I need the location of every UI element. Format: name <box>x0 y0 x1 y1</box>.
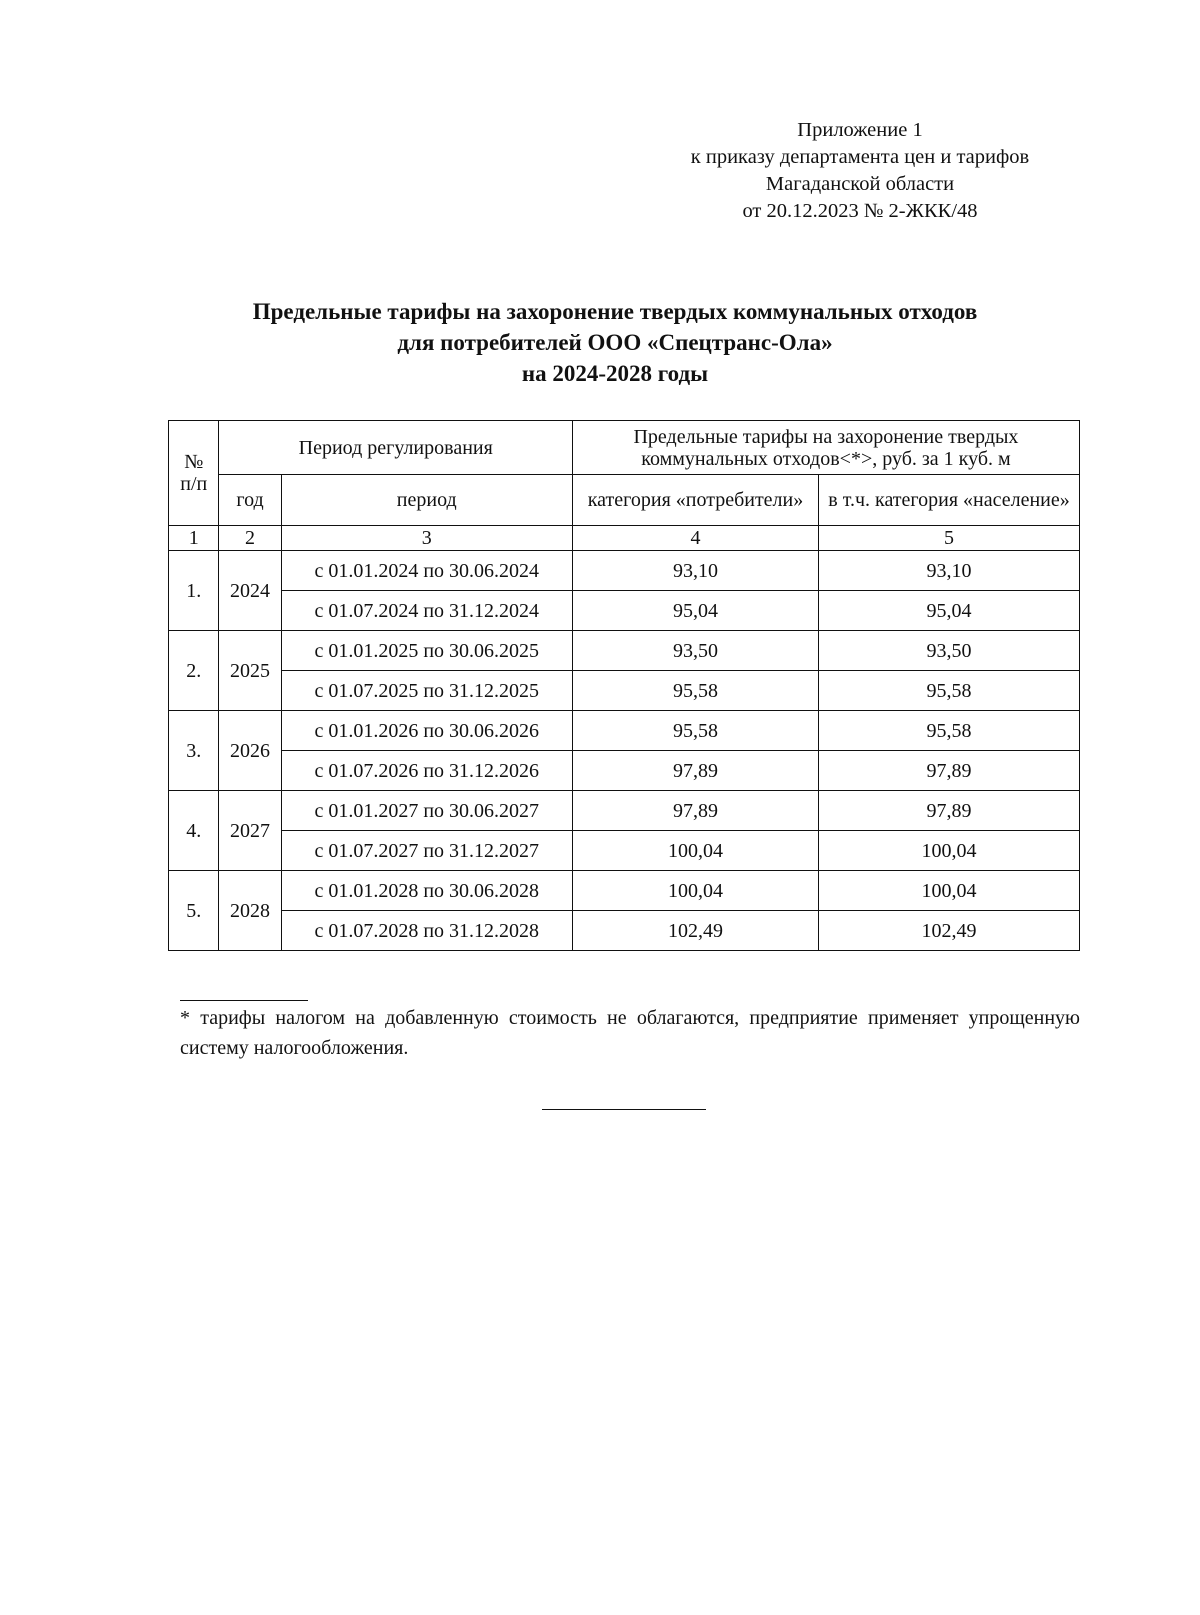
tariff-population: 97,89 <box>819 751 1080 791</box>
table-row <box>169 871 1080 911</box>
table-row <box>169 591 1080 631</box>
row-number: 1. <box>169 551 219 631</box>
row-number: 5. <box>169 871 219 951</box>
column-number: 1 <box>169 526 219 551</box>
tariff-consumers: 97,89 <box>572 791 818 831</box>
tariff-consumers: 93,10 <box>572 551 818 591</box>
row-period: с 01.01.2026 по 30.06.2026 <box>281 711 572 751</box>
header-year: год <box>219 475 281 526</box>
tariff-consumers: 100,04 <box>572 871 818 911</box>
row-period: с 01.07.2026 по 31.12.2026 <box>281 751 572 791</box>
header-period: период <box>281 475 572 526</box>
row-period: с 01.01.2028 по 30.06.2028 <box>281 871 572 911</box>
tariff-consumers: 95,58 <box>572 671 818 711</box>
table-row <box>169 751 1080 791</box>
column-number: 2 <box>219 526 281 551</box>
row-year: 2026 <box>219 711 281 791</box>
appendix-line-3: Магаданской области <box>765 173 955 195</box>
header-regulation-period: Период регулирования <box>219 421 572 475</box>
row-period: с 01.07.2024 по 31.12.2024 <box>281 591 572 631</box>
table-row <box>169 791 1080 831</box>
column-number-row <box>169 526 1080 551</box>
row-year: 2024 <box>219 551 281 631</box>
tariff-consumers: 100,04 <box>572 831 818 871</box>
appendix-line-2: к приказу департамента цен и тарифов <box>690 146 1030 168</box>
tariff-population: 93,50 <box>819 631 1080 671</box>
title-line-3: на 2024-2028 годы <box>521 361 709 386</box>
tariff-consumers: 93,50 <box>572 631 818 671</box>
column-number: 4 <box>572 526 818 551</box>
row-period: с 01.07.2028 по 31.12.2028 <box>281 911 572 951</box>
header-category-consumers: категория «потребители» <box>572 475 818 526</box>
header-num: № п/п <box>169 421 219 526</box>
appendix-block <box>640 117 1080 225</box>
document-title <box>150 296 1080 389</box>
appendix-line-1: Приложение 1 <box>797 119 923 141</box>
footnote-text: * тарифы налогом на добавленную стоимость не облагаются, предприятие применяет упрощенную систему налогообложения. <box>180 1007 1080 1059</box>
tariff-consumers: 95,58 <box>572 711 818 751</box>
tariff-population: 100,04 <box>819 831 1080 871</box>
row-year: 2025 <box>219 631 281 711</box>
table-row <box>169 831 1080 871</box>
tariff-population: 102,49 <box>819 911 1080 951</box>
tariff-population: 97,89 <box>819 791 1080 831</box>
tariff-table <box>168 420 1080 951</box>
row-period: с 01.07.2025 по 31.12.2025 <box>281 671 572 711</box>
tariff-population: 95,58 <box>819 671 1080 711</box>
header-category-population: в т.ч. категория «население» <box>819 475 1080 526</box>
row-period: с 01.01.2024 по 30.06.2024 <box>281 551 572 591</box>
row-period: с 01.01.2027 по 30.06.2027 <box>281 791 572 831</box>
header-tariffs: Предельные тарифы на захоронение твердых коммунальных отходов<*>, руб. за 1 куб. м <box>572 421 1079 475</box>
column-number: 3 <box>281 526 572 551</box>
row-period: с 01.07.2027 по 31.12.2027 <box>281 831 572 871</box>
tariff-consumers: 95,04 <box>572 591 818 631</box>
tariff-population: 100,04 <box>819 871 1080 911</box>
footnote-divider <box>180 1000 308 1001</box>
title-line-2: для потребителей ООО «Спецтранс-Ола» <box>397 330 833 355</box>
appendix-line-4: от 20.12.2023 № 2-ЖКК/48 <box>742 200 978 222</box>
row-year: 2028 <box>219 871 281 951</box>
tariff-consumers: 97,89 <box>572 751 818 791</box>
row-number: 2. <box>169 631 219 711</box>
tariff-population: 95,58 <box>819 711 1080 751</box>
row-period: с 01.01.2025 по 30.06.2025 <box>281 631 572 671</box>
table-row <box>169 551 1080 591</box>
table-row <box>169 911 1080 951</box>
tariff-population: 95,04 <box>819 591 1080 631</box>
table-row <box>169 631 1080 671</box>
column-number: 5 <box>819 526 1080 551</box>
tariff-population: 93,10 <box>819 551 1080 591</box>
end-divider <box>542 1109 706 1110</box>
row-number: 3. <box>169 711 219 791</box>
tariff-consumers: 102,49 <box>572 911 818 951</box>
row-year: 2027 <box>219 791 281 871</box>
title-line-1: Предельные тарифы на захоронение твердых коммунальных отходов <box>252 299 978 324</box>
table-row <box>169 671 1080 711</box>
row-number: 4. <box>169 791 219 871</box>
table-row <box>169 711 1080 751</box>
